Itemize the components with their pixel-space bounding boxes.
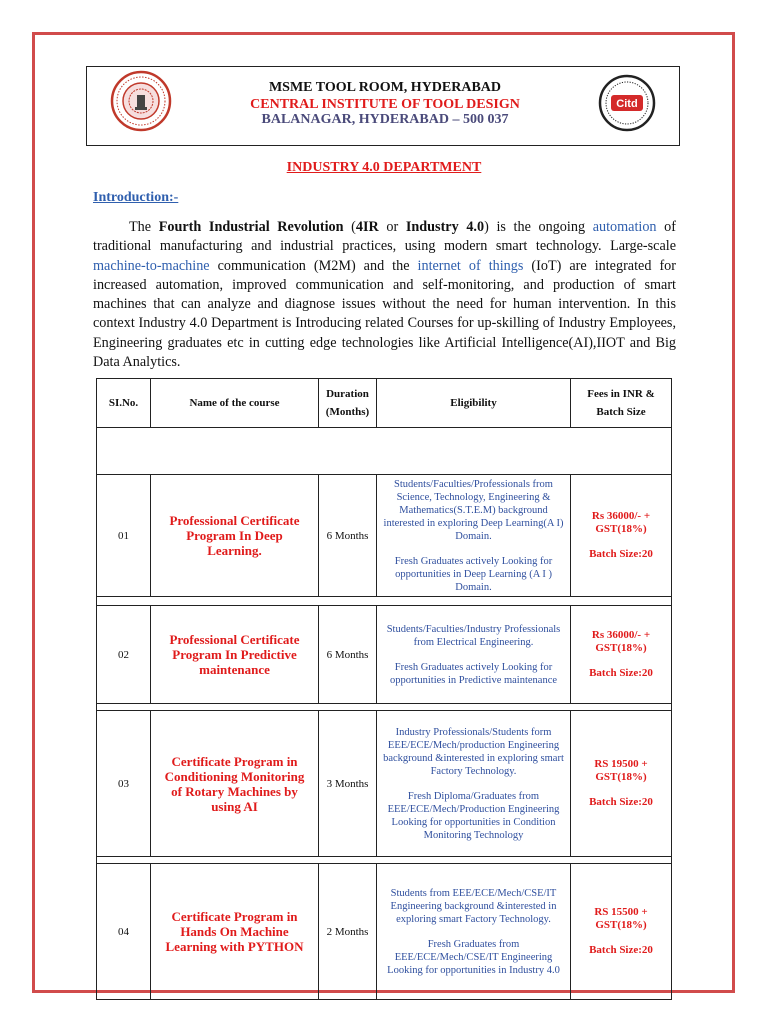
course-fees bbox=[571, 606, 672, 704]
course-eligibility bbox=[377, 606, 571, 704]
header-org-name: MSME TOOL ROOM, HYDERABAD bbox=[268, 80, 502, 95]
course-fees bbox=[571, 864, 672, 1000]
table-header-row bbox=[97, 379, 672, 428]
course-eligibility bbox=[377, 475, 571, 597]
batch-size: Batch Size:20 bbox=[589, 796, 653, 808]
msme-seal-logo bbox=[110, 70, 172, 132]
intro-text: (IoT) are integrated for increased automation, improved communication and self-monitoring, and production of smart machines that can analyze and diagnose issues without the need for human intervention. In this context Industry 4.0 Department is Introducing related Courses for up-skilling of Industry Employees, Engineering graduates etc in cutting edge technologies like Artificial Intelligence(AI),IIOT and Big Data Analytics. bbox=[93, 257, 676, 371]
row-number: 03 bbox=[97, 711, 151, 857]
row-separator bbox=[97, 857, 672, 864]
course-fees bbox=[571, 711, 672, 857]
course-name: Professional Certificate Program In Deep Learning. bbox=[151, 475, 319, 597]
intro-text: The bbox=[129, 219, 152, 235]
intro-text-bold: 4IR bbox=[355, 219, 379, 235]
department-title: INDUSTRY 4.0 DEPARTMENT bbox=[286, 160, 482, 175]
fee-amount: Rs 36000/- + GST(18%) bbox=[591, 510, 651, 535]
eligibility-primary: Students/Faculties/Industry Professionals from Electrical Engineering. bbox=[386, 623, 561, 648]
fee-amount: RS 19500 + GST(18%) bbox=[594, 758, 648, 783]
header-fees-line2: Batch Size bbox=[596, 406, 646, 418]
header-fees-line1: Fees in INR & bbox=[587, 388, 655, 400]
table-row bbox=[97, 475, 672, 597]
row-separator bbox=[97, 704, 672, 711]
header-sl-no: SI.No. bbox=[97, 379, 151, 428]
header-fees bbox=[571, 379, 672, 428]
course-fees bbox=[571, 475, 672, 597]
batch-size: Batch Size:20 bbox=[589, 548, 653, 560]
citd-logo bbox=[598, 74, 656, 132]
eligibility-fresh: Fresh Graduates actively Looking for opportunities in Deep Learning (A I ) Domain. bbox=[394, 555, 553, 593]
introduction-paragraph bbox=[93, 218, 676, 372]
fee-amount: Rs 36000/- + GST(18%) bbox=[591, 629, 651, 654]
course-eligibility bbox=[377, 864, 571, 1000]
header-institute-name: CENTRAL INSTITUTE OF TOOL DESIGN bbox=[250, 97, 520, 112]
intro-text-bold: Fourth Industrial Revolution bbox=[158, 219, 344, 235]
courses-table bbox=[96, 378, 672, 1000]
course-eligibility bbox=[377, 711, 571, 857]
header-duration bbox=[319, 379, 377, 428]
internet-of-things-link[interactable]: internet of things bbox=[417, 257, 524, 274]
batch-size: Batch Size:20 bbox=[589, 667, 653, 679]
header-eligibility: Eligibility bbox=[377, 379, 571, 428]
course-name: Certificate Program in Hands On Machine Learning with PYTHON bbox=[151, 864, 319, 1000]
header-duration-line2: (Months) bbox=[325, 406, 370, 418]
header-duration-line1: Duration bbox=[326, 388, 369, 400]
machine-to-machine-link[interactable]: machine-to-machine bbox=[93, 257, 210, 274]
table-row bbox=[97, 711, 672, 857]
course-name: Professional Certificate Program In Predictive maintenance bbox=[151, 606, 319, 704]
course-duration: 6 Months bbox=[319, 475, 377, 597]
eligibility-primary: Students/Faculties/Professionals from Science, Technology, Engineering & Mathematics(S.T.E.M) background interested in exploring Deep Learning(A I) Domain. bbox=[383, 478, 564, 542]
intro-text: or bbox=[378, 219, 406, 235]
eligibility-primary: Industry Professionals/Students form EEE/ECE/Mech/production Engineering background &interested in exploring smart Factory Technology. bbox=[383, 726, 564, 777]
intro-text: communication (M2M) and the bbox=[209, 257, 418, 274]
row-separator bbox=[97, 428, 672, 475]
row-number: 04 bbox=[97, 864, 151, 1000]
row-number: 02 bbox=[97, 606, 151, 704]
intro-text-bold: Industry 4.0 bbox=[405, 219, 485, 235]
eligibility-fresh: Fresh Graduates actively Looking for opportunities in Predictive maintenance bbox=[389, 661, 558, 686]
intro-text: of traditional manufacturing and industrial practices, using modern smart technology. Large-scale bbox=[93, 219, 676, 255]
table-row bbox=[97, 606, 672, 704]
row-separator bbox=[97, 597, 672, 606]
fee-amount: RS 15500 + GST(18%) bbox=[594, 906, 648, 931]
course-duration: 2 Months bbox=[319, 864, 377, 1000]
table-row bbox=[97, 864, 672, 1000]
eligibility-primary: Students from EEE/ECE/Mech/CSE/IT Engineering background &interested in exploring smart Factory Technology. bbox=[390, 887, 557, 925]
eligibility-fresh: Fresh Graduates from EEE/ECE/Mech/CSE/IT Engineering Looking for opportunities in Industry 4.0 bbox=[387, 938, 560, 976]
course-duration: 6 Months bbox=[319, 606, 377, 704]
eligibility-fresh: Fresh Diploma/Graduates from EEE/ECE/Mech/Production Engineering Looking for opportunities in Condition Monitoring Technology bbox=[387, 790, 560, 841]
intro-text: ( bbox=[343, 219, 356, 235]
automation-link[interactable]: automation bbox=[592, 219, 657, 235]
intro-text: ) is the ongoing bbox=[484, 219, 593, 235]
citd-logo-text: Citd bbox=[616, 98, 638, 110]
row-number: 01 bbox=[97, 475, 151, 597]
header-course-name: Name of the course bbox=[151, 379, 319, 428]
batch-size: Batch Size:20 bbox=[589, 944, 653, 956]
header-address: BALANAGAR, HYDERABAD – 500 037 bbox=[261, 112, 509, 127]
course-duration: 3 Months bbox=[319, 711, 377, 857]
introduction-heading: Introduction:- bbox=[93, 190, 179, 205]
course-name: Certificate Program in Conditioning Monitoring of Rotary Machines by using AI bbox=[151, 711, 319, 857]
